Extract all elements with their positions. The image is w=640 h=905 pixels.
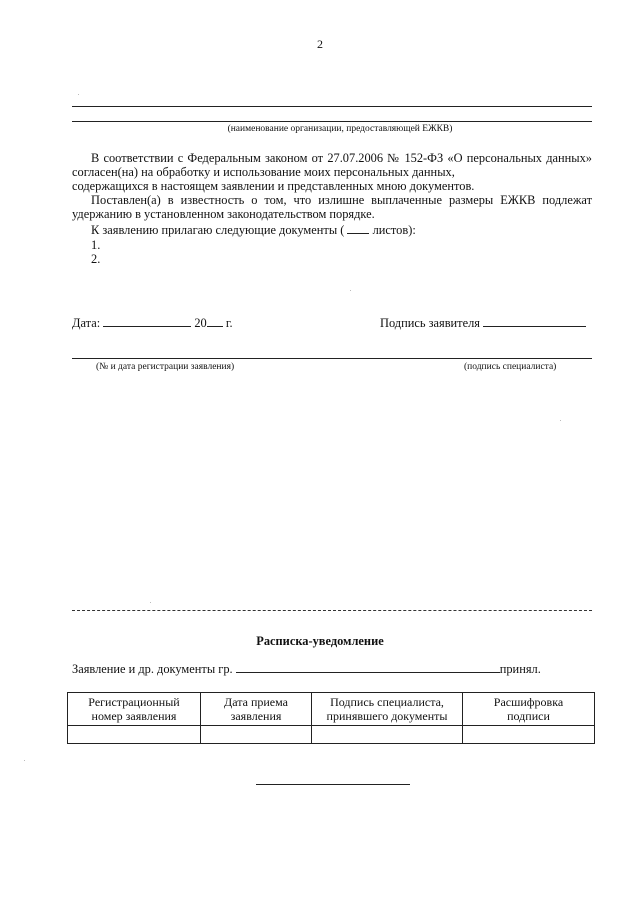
overpay-paragraph — [72, 193, 592, 221]
date-field — [72, 316, 233, 331]
date-label: Дата: — [72, 316, 101, 330]
consent-text: В соответствии с Федеральным законом от 27.07.2006 № 152-ФЗ «О персональных данных» согласен(на) на обработку и использование моих персональных данных, — [72, 151, 592, 179]
table-cell — [463, 726, 595, 744]
signature-label: Подпись заявителя — [380, 316, 480, 330]
page-number: 2 — [317, 37, 323, 51]
column-header: Расшифровка подписи — [463, 693, 595, 726]
sheet-count-blank — [347, 223, 369, 234]
attachment-item-1: 1. — [91, 238, 101, 252]
scan-speck — [150, 602, 151, 603]
table-header-row — [68, 693, 595, 726]
overpay-text-end: удержанию в установленном законодательством порядке. — [72, 207, 375, 221]
signature-blank — [483, 316, 586, 327]
table-cell — [68, 726, 201, 744]
scan-speck — [78, 94, 79, 95]
registration-line — [72, 358, 592, 359]
year-blank — [207, 316, 223, 327]
receipt-prefix: Заявление и др. документы гр. — [72, 662, 233, 676]
year-suffix: г. — [225, 316, 233, 330]
date-blank — [103, 316, 191, 327]
overpay-text: Поставлен(а) в известность о том, что излишне выплаченные размеры ЕЖКВ подлежат — [91, 193, 592, 207]
attachment-item-2: 2. — [91, 252, 101, 266]
table-cell — [201, 726, 312, 744]
column-header: Регистрационный номер заявления — [68, 693, 201, 726]
registration-caption: (№ и дата регистрации заявления) — [96, 362, 235, 372]
org-name-line-1 — [72, 106, 592, 107]
table-row — [68, 726, 595, 744]
column-header: Дата приема заявления — [201, 693, 312, 726]
consent-paragraph — [72, 151, 592, 193]
scan-speck — [24, 760, 25, 761]
specialist-signature-caption: (подпись специалиста) — [464, 362, 557, 372]
citizen-name-blank — [236, 662, 500, 673]
consent-text-end: содержащихся в настоящем заявлении и представленных мною документов. — [72, 179, 475, 193]
scan-speck — [560, 420, 561, 421]
receipt-suffix: принял. — [499, 662, 541, 676]
receipt-title: Расписка-уведомление — [256, 634, 384, 648]
cut-line — [72, 610, 592, 611]
attachments-prefix: К заявлению прилагаю следующие документы ( — [91, 223, 345, 237]
year-prefix: 20 — [194, 316, 207, 330]
receipt-table — [67, 692, 595, 744]
attachments-suffix: листов): — [372, 223, 416, 237]
applicant-signature-field — [380, 316, 586, 331]
scan-speck — [350, 290, 351, 291]
org-caption: (наименование организации, предоставляющей ЕЖКВ) — [227, 124, 453, 134]
receipt-statement — [72, 662, 541, 677]
table-cell — [312, 726, 463, 744]
bottom-signature-line — [256, 784, 410, 785]
column-header: Подпись специалиста, принявшего документы — [312, 693, 463, 726]
attachments-line — [72, 223, 592, 237]
org-name-line-2 — [72, 121, 592, 122]
